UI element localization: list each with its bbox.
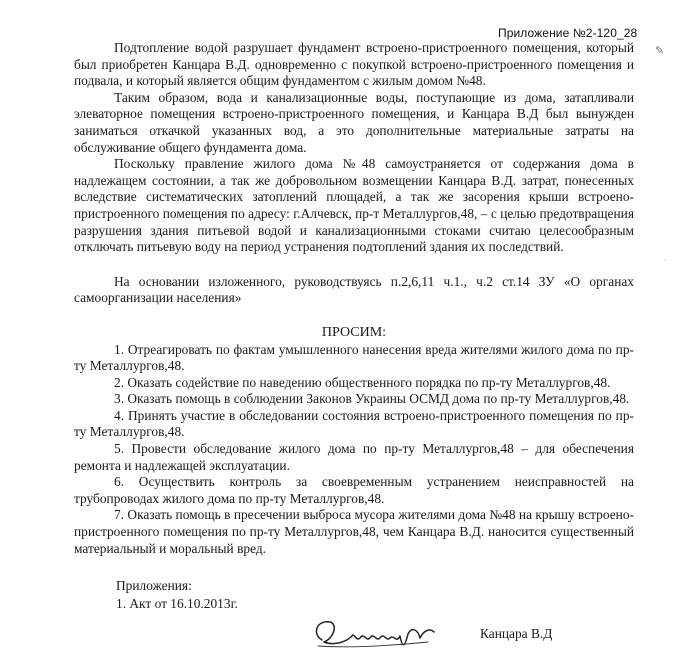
annex-label: Приложение №2-120_28 [498,26,638,40]
request-item: 6. Осуществить контроль за своевременным устранением неисправностей на трубопроводах жилого дома по пр-ту Металлургов,48. [74,474,634,506]
request-item: 1. Отреагировать по фактам умышленного нанесения вреда жителями жилого дома по пр-ту Металлургов,48. [74,341,634,374]
request-item: 2. Оказать содействие по наведению общественного порядка по пр-ту Металлургов,48. [114,374,611,390]
signature-image [308,612,438,654]
signer-name: Канцара В.Д [480,626,553,641]
request-heading: ПРОСИМ: [321,324,387,340]
request-item: 5. Провести обследование жилого дома по пр-ту Металлургов,48 – для обеспечения ремонта и надлежащей эксплуатации. [74,441,634,473]
request-item: 3. Оказать помощь в соблюдении Законов Украины ОСМД дома по пр-ту Металлургов,48. [114,391,630,407]
paragraph: Таким образом, вода и канализационные воды, поступающие из дома, затапливали элеваторное помещения встроено-пристроенного помещения, и Канцара В.Д был вынужден заниматься откачкой указанных вод, а это дополнительные материальные затраты на обслуживание общего фундамента дома. [74,89,634,155]
attachments-label: Приложения: [116,578,192,593]
scan-mark: · [664,256,667,265]
scan-mark: ✎ [655,45,665,57]
document-body [74,40,634,557]
attachment-item: 1. Акт от 16.10.2013г. [116,596,238,611]
paragraph: Поскольку правление жилого дома №48 самоустраняется от содержания дома в надлежащем состоянии, а так же добровольном возмещении Канцара В.Д. затрат, понесенных вследствие систематических затоплений площадей, а так же засорения крыши встроено-пристроенного помещения по адресу: г.Алчевск, пр-т Металлургов,48, – с целью предотвращения разрушения здания питьевой водой и канализационными стоками считаю целесообразным отключать питьевую воду на период устранения подтоплений здания их последствий. [74,156,634,255]
paragraph: Подтопление водой разрушает фундамент встроено-пристроенного помещения, который был приобретен Канцара В.Д. одновременно с покупкой встроено-пристроенного помещения и подвала, и который является общим фундаментом с жилым домом №48. [74,40,634,89]
request-item: 7. Оказать помощь в пресечении выброса мусора жителями дома №48 на крышу встроено-пристроенного помещения по пр-ту Металлургов,48, чем Канцара В.Д. наносится существенный материальный и моральный вред. [74,507,634,556]
paragraph-basis: На основании изложенного, руководствуясь п.2,6,11 ч.1., ч.2 ст.14 ЗУ «О органах самоорганизации населения» [74,273,634,306]
request-item: 4. Принять участие в обследовании состояния встроено-пристроенного помещения по пр-ту Металлургов,48. [74,407,634,440]
